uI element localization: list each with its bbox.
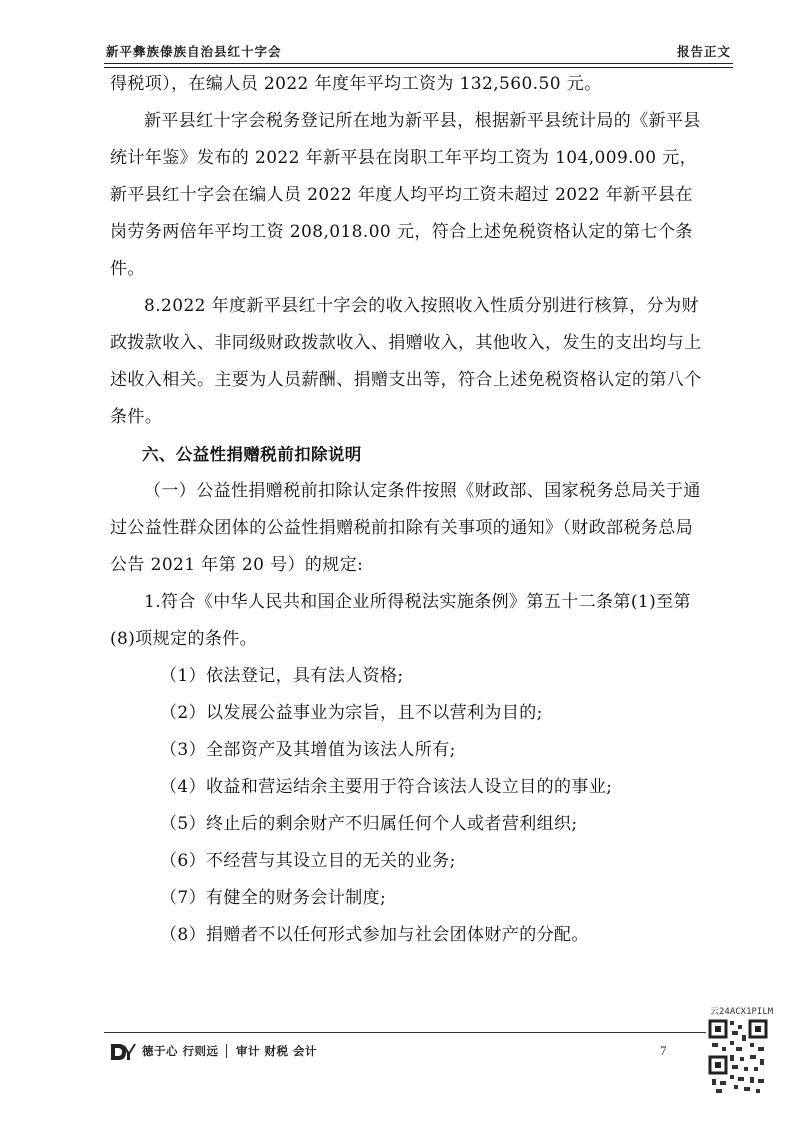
- page-header: [106, 40, 731, 62]
- document-body: [110, 66, 710, 954]
- header-org-name: 新平彝族傣族自治县红十字会: [106, 44, 282, 59]
- paragraph-1: 得税项），在编人员 2022 年度年平均工资为 132,560.50 元。: [110, 74, 602, 94]
- section-heading: 六、公益性捐赠税前扣除说明: [142, 445, 362, 464]
- list-item: （1）依法登记，具有法人资格;: [160, 666, 404, 686]
- verification-code: 云24ACX1PILM: [710, 1007, 774, 1017]
- footer-services: 审计 财税 会计: [236, 1044, 318, 1058]
- page-number: 7: [660, 1043, 667, 1058]
- paragraph-5: 1.符合《中华人民共和国企业所得税法实施条例》第五十二条第(1)至第(8)项规定的条件。: [110, 592, 691, 649]
- paragraph-4: （一）公益性捐赠税前扣除认定条件按照《财政部、国家税务总局关于通过公益性群众团体的公益性捐赠税前扣除有关事项的通知》（财政部税务总局公告 2021 年第 20 号）的规定:: [110, 481, 701, 575]
- paragraph-3: 8.2022 年度新平县红十字会的收入按照收入性质分别进行核算，分为财政拨款收入、非同级财政拨款收入、捐赠收入，其他收入，发生的支出均与上述收入相关。主要为人员薪酬、捐赠支出等，符合上述免税资格认定的第八个条件。: [110, 296, 702, 427]
- list-item: （6）不经营与其设立目的无关的业务;: [160, 851, 456, 871]
- header-section: 报告正文: [676, 44, 731, 59]
- header-rule: [104, 63, 733, 64]
- footer-rule: [104, 1032, 706, 1033]
- footer-divider: [226, 1044, 227, 1058]
- paragraph-2: 新平县红十字会税务登记所在地为新平县，根据新平县统计局的《新平县统计年鉴》发布的 2022 年新平县在岗职工年平均工资为 104,009.00 元，新平县红十字会在编人员 2022 年度人均平均工资未超过 2022 年新平县在岗劳务两倍年平均工资 208,018.00 元，符合上述免税资格认定的第七个条件。: [110, 111, 701, 279]
- list-item: （4）收益和营运结余主要用于符合该法人设立目的的事业;: [160, 777, 613, 797]
- footer-slogan: 德于心 行则远: [142, 1044, 219, 1058]
- list-item: （7）有健全的财务会计制度;: [160, 888, 387, 908]
- list-item: （8）捐赠者不以任何形式参加与社会团体财产的分配。: [160, 925, 589, 945]
- list-item: （3）全部资产及其增值为该法人所有;: [160, 740, 456, 760]
- qr-code-icon: [708, 1017, 768, 1097]
- list-item: （2）以发展公益事业为宗旨，且不以营利为目的;: [160, 703, 543, 723]
- firm-logo-icon: [110, 1042, 136, 1062]
- list-item: （5）终止后的剩余财产不归属任何个人或者营利组织;: [160, 814, 578, 834]
